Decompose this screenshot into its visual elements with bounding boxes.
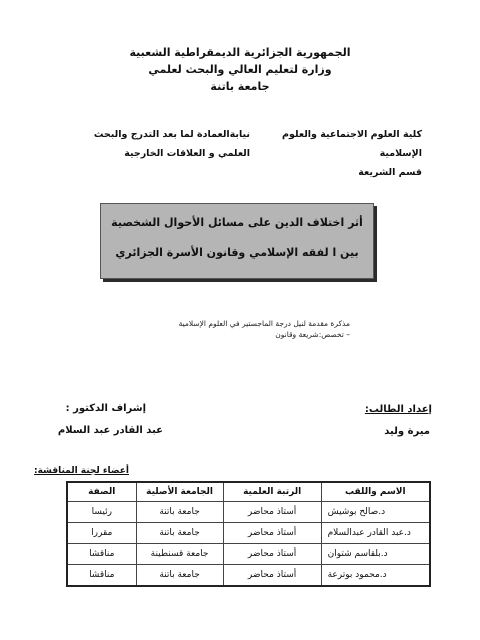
member-rank: أستاذ محاضر: [223, 502, 321, 523]
faculty-block: [252, 125, 422, 182]
member-status: مقررا: [67, 523, 136, 544]
memo-line1: مذكرة مقدمة لنيل درجة الماجستير في العلوم الإسلامية: [178, 319, 350, 328]
table-row: [67, 565, 430, 587]
col-header-status: الصفة: [67, 482, 136, 502]
member-university: جامعة باتنة: [136, 502, 223, 523]
committee-table: [66, 481, 431, 587]
table-row: [67, 523, 430, 544]
supervisor-name: عبد القادر عبد السلام: [57, 425, 163, 436]
institution-header: [0, 44, 480, 95]
university-name: جامعة باتنة: [210, 80, 270, 93]
member-university: جامعة قسنطينة: [136, 544, 223, 565]
thesis-title-line2: بين ا لفقه الإسلامي وقانون الأسرة الجزائري: [115, 246, 359, 259]
member-name: د.محمود بوترعة: [321, 565, 430, 587]
ministry-name: وزارة لتعليم العالي والبحث لعلمي: [148, 63, 332, 76]
member-status: مناقشا: [67, 544, 136, 565]
deanship-block: [60, 125, 250, 163]
faculty-name: كلية العلوم الاجتماعية والعلوم الإسلامية: [282, 129, 422, 159]
supervisor-label: إشراف الدكتور :: [65, 403, 146, 414]
member-name: د.صالح بوشيش: [321, 502, 430, 523]
member-rank: أستاذ محاضر: [223, 565, 321, 587]
memo-description: [150, 318, 350, 340]
student-name: ميرة وليد: [384, 426, 430, 437]
table-header-row: [67, 482, 430, 502]
member-name: د.عبد القادر عبدالسلام: [321, 523, 430, 544]
member-name: د.بلقاسم شتوان: [321, 544, 430, 565]
member-university: جامعة باتنة: [136, 523, 223, 544]
table-row: [67, 544, 430, 565]
col-header-rank: الرتبة العلمية: [223, 482, 321, 502]
col-header-name: الاسم واللقب: [321, 482, 430, 502]
member-status: مناقشا: [67, 565, 136, 587]
deanship-line2: العلمي و العلاقات الخارجية: [124, 148, 250, 159]
table-row: [67, 502, 430, 523]
thesis-title-line1: أثر اختلاف الدين على مسائل الأحوال الشخصية: [111, 216, 363, 229]
member-status: رئيسا: [67, 502, 136, 523]
member-rank: أستاذ محاضر: [223, 523, 321, 544]
memo-line2: – تخصص:شريعة وقانون: [275, 330, 350, 339]
member-rank: أستاذ محاضر: [223, 544, 321, 565]
department-name: قسم الشريعة: [358, 167, 422, 178]
col-header-university: الجامعة الأصلية: [136, 482, 223, 502]
thesis-title-box: [100, 203, 374, 279]
republic-name: الجمهورية الجزائرية الديمقراطية الشعبية: [129, 46, 351, 59]
member-university: جامعة باتنة: [136, 565, 223, 587]
student-label: إعداد الطالب:: [364, 404, 432, 415]
deanship-line1: نيابةالعمادة لما بعد التدرج والبحث: [93, 129, 250, 140]
committee-label: أعضاء لجنة المناقشة:: [34, 466, 130, 476]
